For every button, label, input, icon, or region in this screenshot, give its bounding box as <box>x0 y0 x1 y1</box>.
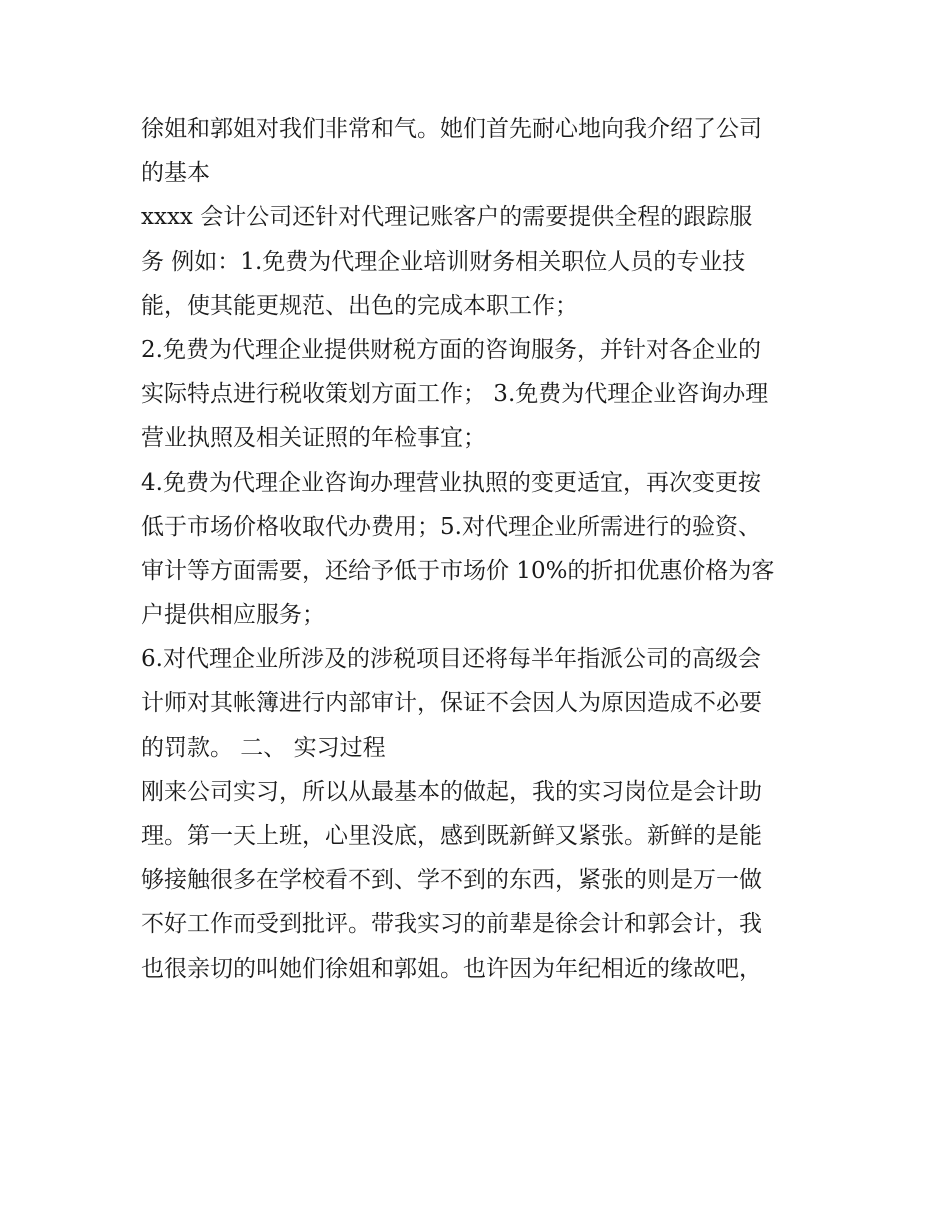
text-line: 实际特点进行税收策划方面工作； 3.免费为代理企业咨询办理 <box>141 381 769 408</box>
text-line: 2.免费为代理企业提供财税方面的咨询服务，并针对各企业的 <box>141 336 761 363</box>
text-line: 理。第一天上班，心里没底，感到既新鲜又紧张。新鲜的是能 <box>141 823 762 849</box>
text-line: 的罚款。 二、 实习过程 <box>141 734 386 761</box>
text-line: 务 例如：1.免费为代理企业培训财务相关职位人员的专业技 <box>141 248 746 275</box>
text-line: 4.免费为代理企业咨询办理营业执照的变更适宜，再次变更按 <box>141 469 761 496</box>
text-line: 6.对代理企业所涉及的涉税项目还将每半年指派公司的高级会 <box>141 646 761 673</box>
text-line: 不好工作而受到批评。带我实习的前辈是徐会计和郭会计，我 <box>141 911 762 938</box>
text-line: xxxx 会计公司还针对代理记账客户的需要提供全程的跟踪服 <box>141 204 753 231</box>
text-line: 也很亲切的叫她们徐姐和郭姐。也许因为年纪相近的缘故吧， <box>141 955 762 982</box>
text-line: 营业执照及相关证照的年检事宜； <box>141 425 486 452</box>
text-line: 的基本 <box>141 160 210 187</box>
text-line: 徐姐和郭姐对我们非常和气。她们首先耐心地向我介绍了公司 <box>141 116 762 142</box>
text-line: 能，使其能更规范、出色的完成本职工作； <box>141 292 578 319</box>
text-line: 户提供相应服务； <box>141 602 325 629</box>
text-line: 计师对其帐簿进行内部审计，保证不会因人为原因造成不必要 <box>141 690 762 717</box>
text-line: 审计等方面需要，还给予低于市场价 10%的折扣优惠价格为客 <box>141 557 775 584</box>
text-line: 刚来公司实习，所以从最基本的做起，我的实习岗位是会计助 <box>141 778 762 805</box>
text-line: 低于市场价格收取代办费用；5.对代理企业所需进行的验资、 <box>141 513 761 540</box>
text-line: 够接触很多在学校看不到、学不到的东西，紧张的则是万一做 <box>141 867 762 894</box>
body-text <box>141 107 821 991</box>
